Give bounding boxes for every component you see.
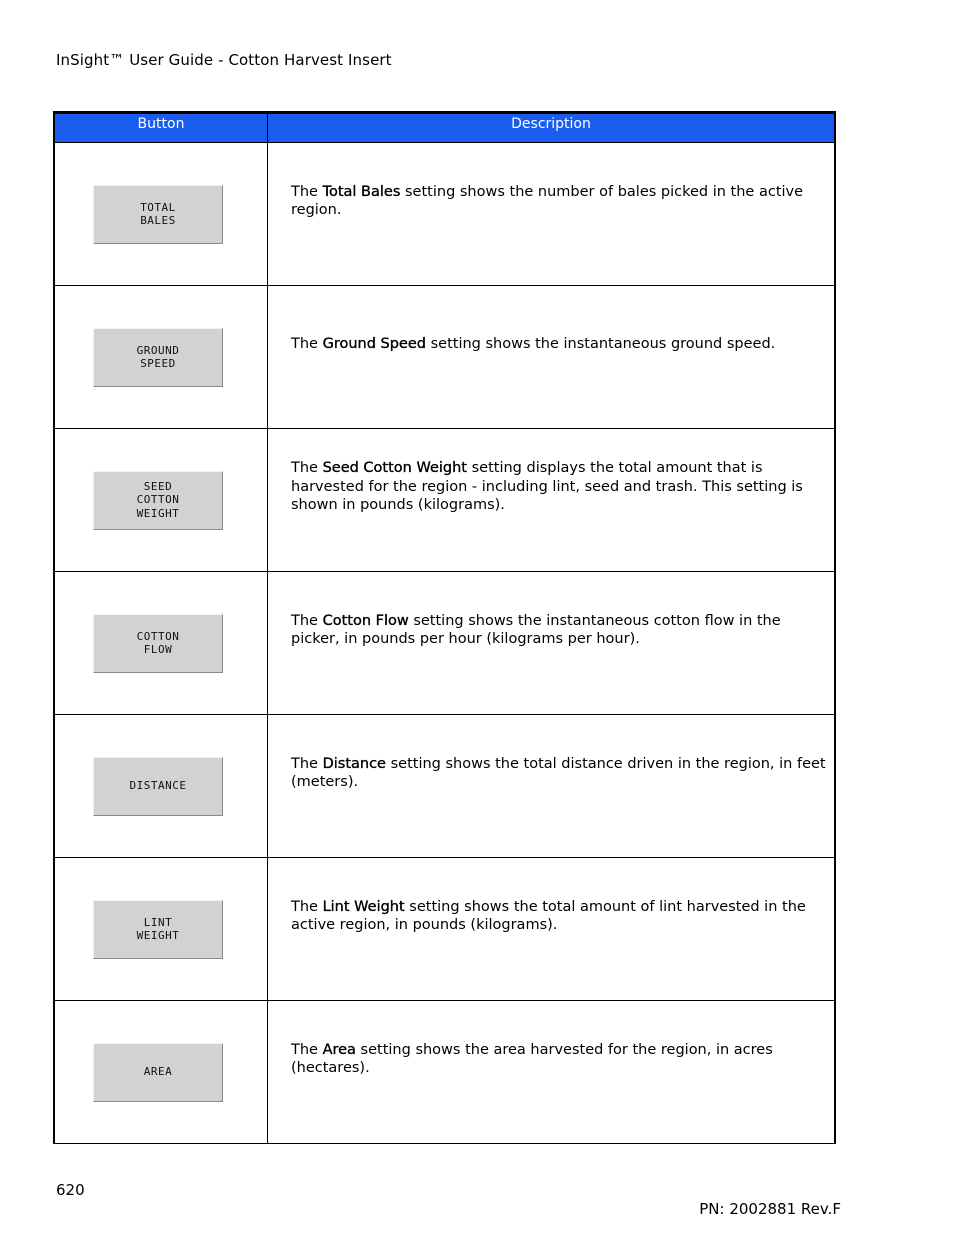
button-cell [54, 572, 268, 715]
table-row [54, 1001, 835, 1144]
description-text: setting shows the number of bales picked in the active region. [291, 183, 804, 218]
column-header-description: Description [268, 113, 836, 143]
description-text: setting shows the instantaneous cotton flow in the picker, in pounds per hour (kilograms per hour). [291, 612, 781, 647]
description-cell [268, 143, 836, 286]
description-text: setting displays the total amount that is harvested for the region - including lint, seed and trash. This setting is shown in pounds (kilograms). [291, 460, 803, 514]
button-cell [54, 715, 268, 858]
description-prefix: The [291, 612, 323, 629]
table-row [54, 143, 835, 286]
description-cell [268, 429, 836, 572]
description-prefix: The [291, 460, 323, 477]
table-row [54, 858, 835, 1001]
setting-term: Area [322, 1041, 356, 1058]
setting-term: Distance [322, 755, 386, 772]
column-header-button: Button [54, 113, 268, 143]
button-description-table [53, 111, 836, 1144]
button-cell [54, 1001, 268, 1144]
description-prefix: The [291, 183, 323, 200]
ground-speed-button[interactable]: GROUND SPEED [93, 328, 223, 387]
table-row [54, 286, 835, 429]
setting-term: Ground Speed [322, 335, 426, 352]
table-row [54, 572, 835, 715]
table-row [54, 715, 835, 858]
description-text: setting shows the instantaneous ground speed. [425, 335, 776, 352]
table-row [54, 429, 835, 572]
setting-term: Seed Cotton Weight [322, 460, 467, 477]
description-prefix: The [291, 1041, 323, 1058]
seed-cotton-weight-button[interactable]: SEED COTTON WEIGHT [93, 471, 223, 530]
setting-term: Cotton Flow [322, 612, 409, 629]
total-bales-button[interactable]: TOTAL BALES [93, 185, 223, 244]
button-cell [54, 143, 268, 286]
description-prefix: The [291, 898, 323, 915]
description-cell [268, 286, 836, 429]
cotton-flow-button[interactable]: COTTON FLOW [93, 614, 223, 673]
description-text: setting shows the total distance driven in the region, in feet (meters). [291, 755, 826, 790]
setting-term: Lint Weight [322, 898, 405, 915]
table-header-row [54, 113, 835, 143]
button-cell [54, 858, 268, 1001]
document-header-title: InSight™ User Guide - Cotton Harvest Insert [56, 51, 392, 69]
description-cell [268, 572, 836, 715]
description-cell [268, 858, 836, 1001]
description-cell [268, 1001, 836, 1144]
distance-button[interactable]: DISTANCE [93, 757, 223, 816]
part-number: PN: 2002881 Rev.F [699, 1200, 841, 1218]
page-number: 620 [56, 1181, 85, 1199]
lint-weight-button[interactable]: LINT WEIGHT [93, 900, 223, 959]
button-cell [54, 286, 268, 429]
description-text: setting shows the area harvested for the region, in acres (hectares). [291, 1041, 773, 1076]
setting-term: Total Bales [322, 183, 401, 200]
area-button[interactable]: AREA [93, 1043, 223, 1102]
description-cell [268, 715, 836, 858]
button-cell [54, 429, 268, 572]
description-text: setting shows the total amount of lint harvested in the active region, in pounds (kilograms). [291, 898, 806, 933]
description-prefix: The [291, 335, 323, 352]
description-prefix: The [291, 755, 323, 772]
